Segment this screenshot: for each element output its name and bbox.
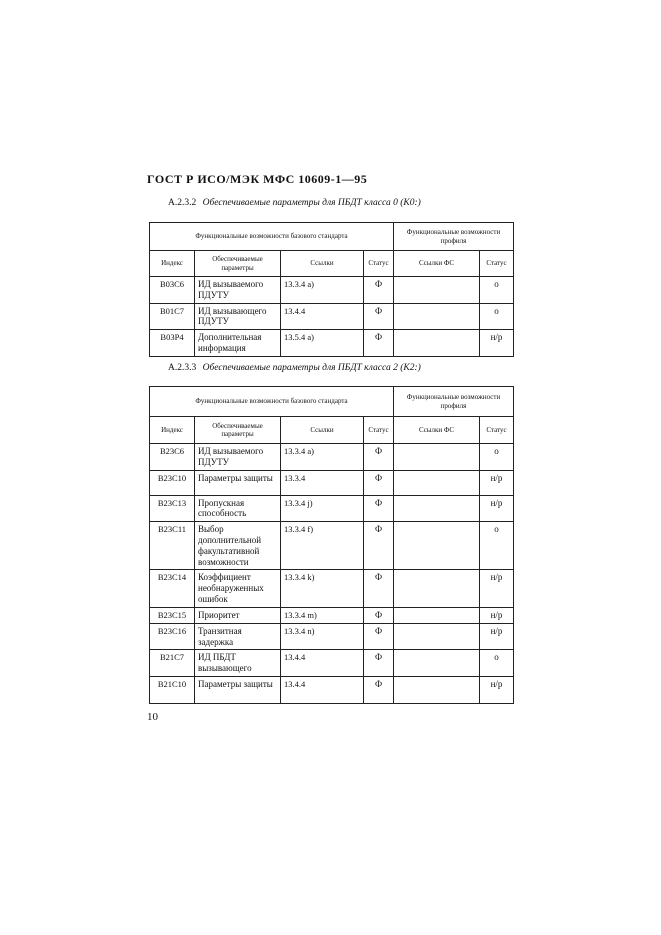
table-row xyxy=(150,495,514,522)
section-caption-2 xyxy=(168,363,421,373)
header-refs: Ссылки xyxy=(281,417,364,444)
cell-status: Ф xyxy=(364,303,394,330)
cell-status: Ф xyxy=(364,677,394,704)
cell-ref: 13.3.4 j) xyxy=(281,495,364,522)
cell-param: Выбор дополнительной факультативной возможности xyxy=(195,522,281,570)
header-status: Статус xyxy=(364,251,394,277)
table-row xyxy=(150,650,514,677)
cell-ref: 13.3.4 m) xyxy=(281,607,364,623)
cell-profile-status: о xyxy=(480,522,514,570)
cell-status: Ф xyxy=(364,470,394,495)
cell-ref: 13.3.4 k) xyxy=(281,570,364,607)
cell-profile-status: н/р xyxy=(480,607,514,623)
cell-param: Транзитная задержка xyxy=(195,623,281,650)
cell-param: Параметры защиты xyxy=(195,470,281,495)
cell-fs-ref xyxy=(394,677,480,704)
cell-status: Ф xyxy=(364,495,394,522)
params-table-class2 xyxy=(149,386,514,704)
header-base-functionality: Функциональные возможности базового стандарта xyxy=(150,223,394,251)
cell-status: Ф xyxy=(364,522,394,570)
cell-profile-status: о xyxy=(480,444,514,471)
cell-fs-ref xyxy=(394,330,480,357)
table-row xyxy=(150,522,514,570)
cell-fs-ref xyxy=(394,470,480,495)
cell-status: Ф xyxy=(364,277,394,304)
cell-param: Приоритет xyxy=(195,607,281,623)
header-profile-status: Статус xyxy=(480,417,514,444)
table-row xyxy=(150,303,514,330)
cell-fs-ref xyxy=(394,570,480,607)
cell-index: В03С6 xyxy=(150,277,195,304)
table-row xyxy=(150,277,514,304)
header-fs-refs: Ссылки ФС xyxy=(394,251,480,277)
cell-profile-status: н/р xyxy=(480,677,514,704)
cell-index: В23С10 xyxy=(150,470,195,495)
cell-index: В23С14 xyxy=(150,570,195,607)
cell-profile-status: о xyxy=(480,277,514,304)
section-title-1: Обеспечиваемые параметры для ПБДТ класса 0 (К0:) xyxy=(202,198,421,208)
header-index: Индекс xyxy=(150,417,195,444)
table-row xyxy=(150,607,514,623)
cell-ref: 13.4.4 xyxy=(281,303,364,330)
cell-profile-status: н/р xyxy=(480,623,514,650)
section-title-2: Обеспечиваемые параметры для ПБДТ класса 2 (К2:) xyxy=(202,363,421,373)
cell-param: Пропускная способность xyxy=(195,495,281,522)
page-number: 10 xyxy=(147,711,158,723)
cell-index: В23С6 xyxy=(150,444,195,471)
header-fs-refs: Ссылки ФС xyxy=(394,417,480,444)
document-header: ГОСТ Р ИСО/МЭК МФС 10609-1—95 xyxy=(147,172,368,186)
cell-ref: 13.4.4 xyxy=(281,677,364,704)
header-status: Статус xyxy=(364,417,394,444)
table-row xyxy=(150,570,514,607)
cell-index: В21С7 xyxy=(150,650,195,677)
header-refs: Ссылки xyxy=(281,251,364,277)
table-row xyxy=(150,444,514,471)
cell-param: Коэффициент необнаруженных ошибок xyxy=(195,570,281,607)
cell-param: ИД вызывающего ПДУТУ xyxy=(195,303,281,330)
cell-fs-ref xyxy=(394,444,480,471)
cell-fs-ref xyxy=(394,607,480,623)
cell-index: В23С13 xyxy=(150,495,195,522)
cell-profile-status: н/р xyxy=(480,495,514,522)
cell-index: В21С10 xyxy=(150,677,195,704)
cell-index: В23С11 xyxy=(150,522,195,570)
cell-status: Ф xyxy=(364,650,394,677)
cell-fs-ref xyxy=(394,522,480,570)
cell-index: В23С16 xyxy=(150,623,195,650)
header-params: Обеспечиваемые параметры xyxy=(195,251,281,277)
cell-index: В03Р4 xyxy=(150,330,195,357)
cell-ref: 13.5.4 а) xyxy=(281,330,364,357)
cell-status: Ф xyxy=(364,623,394,650)
header-profile-status: Статус xyxy=(480,251,514,277)
header-profile-functionality: Функциональные возможности профиля xyxy=(394,223,514,251)
cell-fs-ref xyxy=(394,303,480,330)
cell-param: Дополнительная информация xyxy=(195,330,281,357)
cell-status: Ф xyxy=(364,570,394,607)
cell-profile-status: о xyxy=(480,303,514,330)
cell-fs-ref xyxy=(394,495,480,522)
section-number-2: А.2.3.3 xyxy=(168,363,197,373)
cell-param: Параметры защиты xyxy=(195,677,281,704)
cell-fs-ref xyxy=(394,277,480,304)
table-row xyxy=(150,623,514,650)
cell-fs-ref xyxy=(394,650,480,677)
cell-profile-status: н/р xyxy=(480,570,514,607)
cell-status: Ф xyxy=(364,607,394,623)
cell-index: В01С7 xyxy=(150,303,195,330)
table-row xyxy=(150,330,514,357)
cell-profile-status: о xyxy=(480,650,514,677)
section-number-1: А.2.3.2 xyxy=(168,198,197,208)
cell-ref: 13.4.4 xyxy=(281,650,364,677)
cell-status: Ф xyxy=(364,330,394,357)
cell-ref: 13.3.4 а) xyxy=(281,444,364,471)
cell-ref: 13.3.4 f) xyxy=(281,522,364,570)
header-params: Обеспечиваемые параметры xyxy=(195,417,281,444)
cell-param: ИД вызываемого ПДУТУ xyxy=(195,444,281,471)
cell-param: ИД вызываемого ПДУТУ xyxy=(195,277,281,304)
header-profile-functionality: Функциональные возможности профиля xyxy=(394,387,514,417)
params-table-class0 xyxy=(149,222,514,357)
cell-profile-status: н/р xyxy=(480,470,514,495)
cell-profile-status: н/р xyxy=(480,330,514,357)
cell-fs-ref xyxy=(394,623,480,650)
table-row xyxy=(150,677,514,704)
cell-ref: 13.3.4 n) xyxy=(281,623,364,650)
cell-ref: 13.3.4 а) xyxy=(281,277,364,304)
header-index: Индекс xyxy=(150,251,195,277)
table-row xyxy=(150,470,514,495)
cell-ref: 13.3.4 xyxy=(281,470,364,495)
cell-status: Ф xyxy=(364,444,394,471)
cell-param: ИД ПБДТ вызывающего xyxy=(195,650,281,677)
header-base-functionality: Функциональные возможности базового стандарта xyxy=(150,387,394,417)
section-caption-1 xyxy=(168,198,421,208)
cell-index: В23С15 xyxy=(150,607,195,623)
